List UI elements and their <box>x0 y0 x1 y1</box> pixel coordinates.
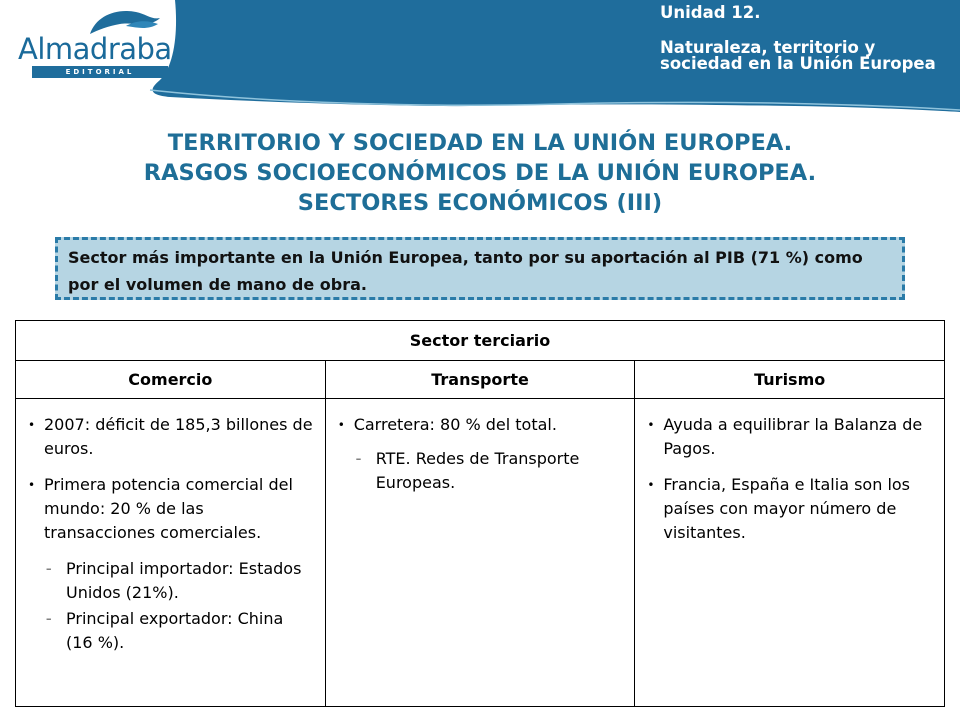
cell-transporte <box>325 399 635 707</box>
unit-title: Unidad 12. <box>660 3 761 22</box>
cell-turismo <box>635 399 945 707</box>
summary-callout: Sector más importante en la Unión Europea, tanto por su aportación al PIB (71 %) como por el volumen de mano de obra. <box>55 237 905 300</box>
page-title <box>40 128 920 218</box>
column-header-comercio: Comercio <box>16 361 326 399</box>
turismo-bullet-1: • Ayuda a equilibrar la Balanza de Pagos. <box>645 413 934 461</box>
column-header-transporte: Transporte <box>325 361 635 399</box>
comercio-bullet-2: • Primera potencia comercial del mundo: 20 % de las transacciones comerciales. <box>26 473 315 545</box>
transporte-bullet-1: • Carretera: 80 % del total. <box>336 413 625 437</box>
column-header-turismo: Turismo <box>635 361 945 399</box>
publisher-logo <box>14 6 172 76</box>
comercio-sub-2: – Principal exportador: China (16 %). <box>26 607 315 655</box>
table-heading: Sector terciario <box>16 321 945 361</box>
cell-comercio <box>16 399 326 707</box>
unit-subtitle: Naturaleza, territorio y sociedad en la Unión Europea <box>660 38 936 73</box>
comercio-bullet-1: • 2007: déficit de 185,3 billones de euros. <box>26 413 315 461</box>
title-line-3: SECTORES ECONÓMICOS (III) <box>297 190 663 216</box>
comercio-sub-1: – Principal importador: Estados Unidos (21%). <box>26 557 315 605</box>
logo-wordmark: Almadraba <box>18 32 172 66</box>
title-line-1: TERRITORIO Y SOCIEDAD EN LA UNIÓN EUROPEA. <box>167 130 793 156</box>
logo-subtitle: EDITORIAL <box>32 66 168 78</box>
sector-table <box>15 320 945 707</box>
turismo-bullet-2: • Francia, España e Italia son los países con mayor número de visitantes. <box>645 473 934 545</box>
transporte-sub-1: – RTE. Redes de Transporte Europeas. <box>336 447 625 495</box>
title-line-2: RASGOS SOCIOECONÓMICOS DE LA UNIÓN EUROPEA. <box>143 160 817 186</box>
